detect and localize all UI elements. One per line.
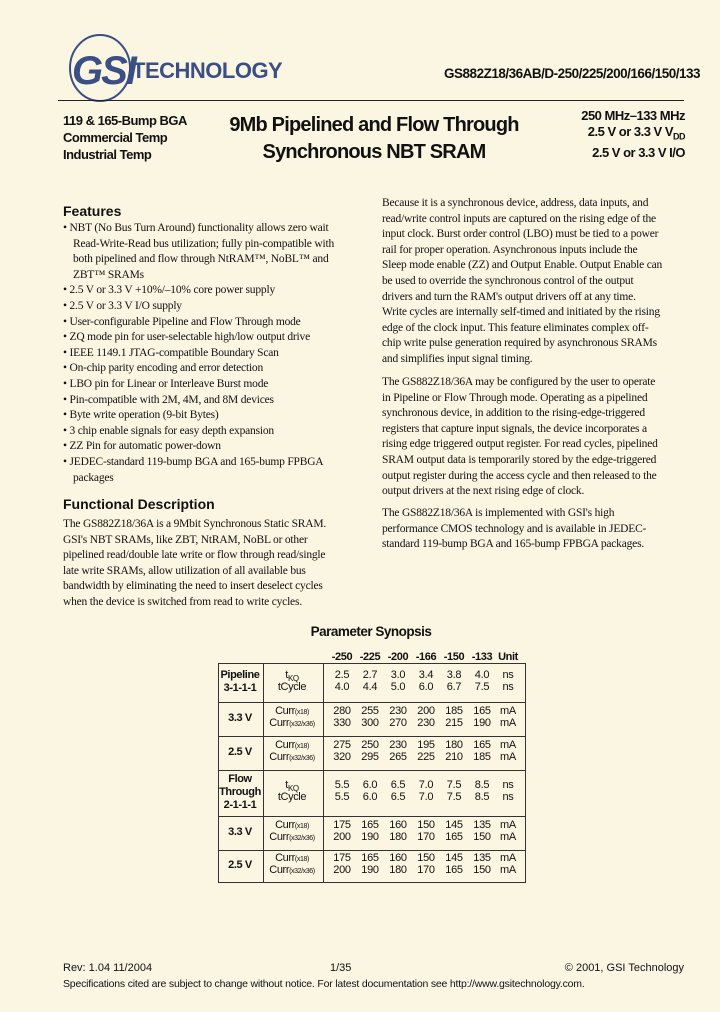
synopsis-value: 6.5 bbox=[390, 778, 406, 791]
param-symbol: Curr bbox=[269, 831, 290, 843]
synopsis-value: 165 bbox=[473, 738, 491, 751]
synopsis-value: 320 bbox=[333, 751, 351, 763]
synopsis-param-name bbox=[262, 739, 322, 751]
description-paragraph-3 bbox=[382, 506, 684, 553]
revision: Rev: 1.04 11/2004 bbox=[63, 962, 153, 974]
header-divider bbox=[58, 100, 684, 101]
synopsis-value: 4.0 bbox=[474, 668, 490, 681]
table-group-divider bbox=[219, 702, 525, 703]
group-label-line: Through bbox=[219, 785, 261, 798]
param-symbol: Curr bbox=[269, 864, 290, 876]
paragraph-line: read/write control inputs are captured on the rising edge of the bbox=[382, 212, 656, 225]
functional-line: when the device is switched from read to write cycles. bbox=[63, 595, 302, 608]
synopsis-value: 7.5 bbox=[446, 778, 462, 791]
functional-line: pipelined read/double late write or flow through read/single bbox=[63, 549, 326, 562]
param-symbol: t bbox=[285, 778, 288, 791]
synopsis-value: 7.0 bbox=[418, 778, 434, 791]
title-line: 9Mb Pipelined and Flow Through bbox=[229, 114, 519, 136]
synopsis-value: 160 bbox=[389, 818, 407, 831]
synopsis-value: 230 bbox=[389, 738, 407, 751]
synopsis-group-label bbox=[210, 773, 270, 812]
synopsis-param-name bbox=[262, 751, 322, 763]
paragraph-line: The GS882Z18/36A may be configured by the user to operate bbox=[382, 376, 656, 388]
feature-item bbox=[63, 393, 363, 409]
feature-line: • IEEE 1149.1 JTAG-compatible Boundary Scan bbox=[63, 346, 279, 359]
synopsis-value: 200 bbox=[333, 864, 351, 876]
synopsis-column-header: -150 bbox=[443, 651, 465, 663]
synopsis-value: 185 bbox=[473, 751, 491, 763]
speed-voltage-info bbox=[540, 108, 685, 161]
param-subscript: (x18) bbox=[294, 708, 309, 716]
synopsis-value: 200 bbox=[417, 704, 435, 717]
paragraph-line: output drivers at the next rising edge of clock. bbox=[382, 485, 585, 498]
synopsis-param-name bbox=[262, 791, 322, 803]
synopsis-unit: mA bbox=[500, 864, 516, 876]
synopsis-value: 150 bbox=[417, 851, 435, 864]
feature-line: packages bbox=[73, 471, 114, 484]
synopsis-value: 165 bbox=[445, 831, 463, 843]
synopsis-value: 170 bbox=[417, 864, 435, 876]
synopsis-value: 215 bbox=[445, 717, 463, 729]
feature-item bbox=[63, 424, 363, 440]
group-label-line: 2.5 V bbox=[228, 745, 252, 758]
paragraph-line: chip write pulse generation required by asynchronous SRAMs bbox=[382, 337, 657, 350]
synopsis-group-label bbox=[210, 669, 270, 695]
feature-item bbox=[63, 299, 363, 315]
synopsis-value: 5.0 bbox=[390, 681, 406, 693]
param-subscript: KQ bbox=[287, 784, 299, 794]
paragraph-line: Because it is a synchronous device, address, data inputs, and bbox=[382, 197, 649, 209]
feature-line: ZBT™ SRAMs bbox=[73, 268, 144, 281]
table-group-divider bbox=[219, 816, 525, 817]
feature-line: • 3 chip enable signals for easy depth expansion bbox=[63, 424, 274, 437]
synopsis-unit: ns bbox=[502, 791, 514, 803]
package-line: Industrial Temp bbox=[63, 147, 152, 162]
synopsis-unit: mA bbox=[500, 738, 516, 751]
functional-line: late write SRAMs, allow utilization of all available bus bbox=[63, 564, 306, 577]
synopsis-value: 170 bbox=[417, 831, 435, 843]
synopsis-value: 180 bbox=[389, 864, 407, 876]
synopsis-column-header: -133 bbox=[471, 651, 493, 663]
feature-item bbox=[63, 439, 363, 455]
synopsis-value: 210 bbox=[445, 751, 463, 763]
table-group-divider bbox=[219, 736, 525, 737]
feature-item bbox=[63, 377, 363, 393]
synopsis-value: 150 bbox=[417, 818, 435, 831]
synopsis-value: 175 bbox=[333, 851, 351, 864]
param-symbol: Curr bbox=[275, 851, 295, 864]
synopsis-value: 6.7 bbox=[446, 681, 462, 693]
synopsis-value: 330 bbox=[333, 717, 351, 729]
table-group-divider bbox=[219, 850, 525, 851]
paragraph-line: The GS882Z18/36A is implemented with GSI's high bbox=[382, 507, 615, 519]
feature-line: • ZZ Pin for automatic power-down bbox=[63, 440, 221, 453]
param-subscript: (x32/x36) bbox=[289, 721, 315, 728]
feature-line: • 2.5 V or 3.3 V +10%/–10% core power supply bbox=[63, 284, 275, 297]
group-label-line: 3.3 V bbox=[228, 825, 252, 838]
synopsis-unit: mA bbox=[500, 851, 516, 864]
paragraph-line: output register during the access cycle and then released to the bbox=[382, 469, 657, 482]
synopsis-unit: ns bbox=[502, 668, 514, 681]
synopsis-value: 295 bbox=[361, 751, 379, 763]
feature-line: • Pin-compatible with 2M, 4M, and 8M devices bbox=[63, 393, 274, 406]
param-symbol: tCycle bbox=[277, 681, 307, 693]
feature-line: • ZQ mode pin for user-selectable high/low output drive bbox=[63, 331, 311, 344]
param-subscript: (x32/x36) bbox=[289, 868, 315, 875]
group-label-line: 3-1-1-1 bbox=[223, 682, 257, 694]
group-label-line: Pipeline bbox=[220, 669, 260, 681]
paragraph-line: standard 119-bump BGA and 165-bump FPBGA packages. bbox=[382, 538, 645, 551]
feature-line: • LBO pin for Linear or Interleave Burst mode bbox=[63, 377, 269, 390]
synopsis-value: 8.5 bbox=[474, 778, 490, 791]
synopsis-param-name bbox=[262, 705, 322, 717]
synopsis-unit: ns bbox=[502, 681, 514, 693]
synopsis-value: 230 bbox=[389, 704, 407, 717]
synopsis-value: 150 bbox=[473, 864, 491, 876]
synopsis-value: 4.0 bbox=[334, 681, 350, 693]
synopsis-value: 250 bbox=[361, 738, 379, 751]
synopsis-value: 190 bbox=[361, 864, 379, 876]
param-subscript: KQ bbox=[287, 674, 299, 684]
paragraph-line: registers that capture input signals, the device incorporates a bbox=[382, 422, 647, 435]
synopsis-value: 165 bbox=[473, 704, 491, 717]
group-label-line: 2.5 V bbox=[228, 858, 252, 871]
group-label-line: Flow bbox=[228, 772, 252, 785]
frequency-range: 250 MHz–133 MHz bbox=[581, 108, 685, 123]
synopsis-value: 270 bbox=[389, 717, 407, 729]
synopsis-value: 6.0 bbox=[362, 791, 378, 803]
features-heading: Features bbox=[63, 203, 122, 219]
features-list bbox=[63, 221, 363, 486]
synopsis-value: 135 bbox=[473, 851, 491, 864]
paragraph-line: Write cycles are internally self-timed and initiated by the rising bbox=[382, 306, 660, 319]
synopsis-value: 4.4 bbox=[362, 681, 378, 693]
param-subscript: (x18) bbox=[294, 855, 309, 863]
feature-item bbox=[63, 361, 363, 377]
synopsis-value: 5.5 bbox=[334, 791, 350, 803]
paragraph-line: rail for proper operation. Asynchronous inputs include the bbox=[382, 243, 638, 256]
synopsis-value: 255 bbox=[361, 704, 379, 717]
synopsis-value: 2.7 bbox=[362, 668, 378, 681]
feature-item bbox=[63, 455, 363, 486]
paragraph-line: Sleep mode enable (ZZ) and Output Enable. Output Enable can bbox=[382, 259, 663, 272]
feature-line: both pipelined and flow through NtRAM™, NoBL™ and bbox=[73, 253, 329, 266]
feature-line: • User-configurable Pipeline and Flow Through mode bbox=[63, 315, 301, 328]
feature-line: • On-chip parity encoding and error detection bbox=[63, 362, 264, 375]
synopsis-value: 175 bbox=[333, 818, 351, 831]
paragraph-line: synchronous device, in addition to the rising-edge-triggered bbox=[382, 407, 645, 420]
synopsis-param-name bbox=[262, 864, 322, 876]
synopsis-param-name bbox=[262, 681, 322, 693]
synopsis-value: 265 bbox=[389, 751, 407, 763]
synopsis-value: 145 bbox=[445, 851, 463, 864]
synopsis-value: 275 bbox=[333, 738, 351, 751]
feature-item bbox=[63, 221, 363, 283]
paragraph-line: input clock. Burst order control (LBO) must be tied to a power bbox=[382, 228, 659, 241]
document-title bbox=[226, 112, 522, 166]
synopsis-column-header: -200 bbox=[387, 651, 409, 663]
feature-line: • 2.5 V or 3.3 V I/O supply bbox=[63, 299, 182, 312]
synopsis-value: 165 bbox=[361, 851, 379, 864]
paragraph-line: rising edge triggered output register. For read cycles, pipelined bbox=[382, 438, 658, 451]
paragraph-line: edge of the clock input. This feature eliminates complex off- bbox=[382, 321, 649, 334]
feature-item bbox=[63, 283, 363, 299]
param-symbol: Curr bbox=[269, 717, 290, 729]
page-number: 1/35 bbox=[330, 962, 352, 974]
paragraph-line: and simplifies input signal timing. bbox=[382, 352, 533, 365]
synopsis-column-header: -166 bbox=[415, 651, 437, 663]
feature-line: Read-Write-Read bus utilization; fully pin-compatible with bbox=[73, 237, 334, 250]
synopsis-value: 190 bbox=[361, 831, 379, 843]
package-line: 119 & 165-Bump BGA bbox=[63, 113, 187, 128]
copyright: © 2001, GSI Technology bbox=[564, 962, 684, 974]
paragraph-line: be used to override the synchronous control of the output bbox=[382, 274, 634, 287]
synopsis-unit: mA bbox=[500, 831, 516, 843]
synopsis-param-name bbox=[262, 819, 322, 831]
synopsis-param-name bbox=[262, 831, 322, 843]
functional-line: bandwidth by eliminating the need to insert deselect cycles bbox=[63, 580, 323, 593]
synopsis-unit: mA bbox=[500, 818, 516, 831]
feature-item bbox=[63, 315, 363, 331]
logo-technology-text: TECHNOLOGY bbox=[132, 58, 283, 83]
feature-line: • NBT (No Bus Turn Around) functionality allows zero wait bbox=[63, 222, 329, 234]
param-symbol: Curr bbox=[275, 818, 295, 831]
synopsis-value: 300 bbox=[361, 717, 379, 729]
group-label-line: 3.3 V bbox=[228, 711, 252, 724]
description-paragraph-1 bbox=[382, 196, 684, 368]
parameter-synopsis-title: Parameter Synopsis bbox=[310, 624, 432, 639]
param-symbol: Curr bbox=[269, 751, 290, 763]
feature-item bbox=[63, 408, 363, 424]
feature-line: • Byte write operation (9-bit Bytes) bbox=[63, 409, 219, 422]
synopsis-value: 2.5 bbox=[334, 668, 350, 681]
paragraph-line: SRAM output data is temporarily stored by the edge-triggered bbox=[382, 453, 657, 466]
param-subscript: (x32/x36) bbox=[289, 755, 315, 762]
paragraph-line: drivers and turn the RAM's output drivers off at any time. bbox=[382, 290, 636, 303]
synopsis-value: 7.0 bbox=[418, 791, 434, 803]
synopsis-value: 135 bbox=[473, 818, 491, 831]
package-line: Commercial Temp bbox=[63, 130, 168, 145]
part-number: GS882Z18/36AB/D-250/225/200/166/150/133 bbox=[444, 66, 700, 81]
vdd-supply bbox=[540, 124, 685, 145]
functional-line: GSI's NBT SRAMs, like ZBT, NtRAM, NoBL or other bbox=[63, 533, 308, 546]
synopsis-value: 8.5 bbox=[474, 791, 490, 803]
synopsis-value: 180 bbox=[389, 831, 407, 843]
param-symbol: t bbox=[285, 668, 288, 681]
synopsis-value: 3.4 bbox=[418, 668, 434, 681]
synopsis-unit: mA bbox=[500, 751, 516, 763]
param-subscript: (x32/x36) bbox=[289, 835, 315, 842]
synopsis-value: 165 bbox=[361, 818, 379, 831]
param-symbol: Curr bbox=[275, 704, 295, 717]
param-subscript: (x18) bbox=[294, 822, 309, 830]
synopsis-value: 280 bbox=[333, 704, 351, 717]
logo-gsi-text: GSI bbox=[72, 49, 135, 93]
package-info bbox=[63, 112, 223, 163]
synopsis-value: 225 bbox=[417, 751, 435, 763]
synopsis-group-label bbox=[210, 859, 270, 872]
synopsis-group-label bbox=[210, 826, 270, 839]
vdd-subscript: DD bbox=[673, 131, 685, 142]
synopsis-column-header: -250 bbox=[331, 651, 353, 663]
synopsis-value: 145 bbox=[445, 818, 463, 831]
synopsis-column-header: -225 bbox=[359, 651, 381, 663]
synopsis-value: 6.0 bbox=[362, 778, 378, 791]
synopsis-unit: mA bbox=[500, 704, 516, 717]
synopsis-param-name bbox=[262, 852, 322, 864]
group-label-line: 2-1-1-1 bbox=[223, 798, 257, 811]
vio-supply: 2.5 V or 3.3 V I/O bbox=[592, 144, 685, 160]
synopsis-value: 150 bbox=[473, 831, 491, 843]
functional-description-heading: Functional Description bbox=[63, 496, 215, 512]
synopsis-value: 165 bbox=[445, 864, 463, 876]
param-subscript: (x18) bbox=[294, 742, 309, 750]
footer-note: Specifications cited are subject to change without notice. For latest documentation see http://www.gsitechnology.com. bbox=[63, 978, 585, 990]
synopsis-value: 190 bbox=[473, 717, 491, 729]
synopsis-value: 5.5 bbox=[334, 778, 350, 791]
feature-line: • JEDEC-standard 119-bump BGA and 165-bump FPBGA bbox=[63, 455, 324, 468]
synopsis-group-label bbox=[210, 712, 270, 725]
synopsis-value: 6.0 bbox=[418, 681, 434, 693]
synopsis-value: 3.8 bbox=[446, 668, 462, 681]
feature-item bbox=[63, 346, 363, 362]
synopsis-value: 160 bbox=[389, 851, 407, 864]
synopsis-param-name bbox=[262, 717, 322, 729]
synopsis-unit: ns bbox=[502, 778, 514, 791]
title-line: Synchronous NBT SRAM bbox=[262, 141, 486, 163]
synopsis-value: 7.5 bbox=[474, 681, 490, 693]
synopsis-value: 185 bbox=[445, 704, 463, 717]
synopsis-value: 180 bbox=[445, 738, 463, 751]
param-symbol: Curr bbox=[275, 738, 295, 751]
synopsis-value: 230 bbox=[417, 717, 435, 729]
param-symbol: tCycle bbox=[277, 791, 307, 803]
synopsis-value: 195 bbox=[417, 738, 435, 751]
synopsis-group-label bbox=[210, 746, 270, 759]
functional-line: The GS882Z18/36A is a 9Mbit Synchronous Static SRAM. bbox=[63, 518, 327, 530]
gsi-technology-logo bbox=[66, 32, 283, 104]
paragraph-line: in Pipeline or Flow Through mode. Operating as a pipelined bbox=[382, 391, 648, 404]
synopsis-column-header: Unit bbox=[498, 651, 518, 663]
feature-item bbox=[63, 330, 363, 346]
synopsis-value: 6.5 bbox=[390, 791, 406, 803]
vdd-prefix: 2.5 V or 3.3 V V bbox=[587, 124, 673, 139]
synopsis-unit: mA bbox=[500, 717, 516, 729]
paragraph-line: performance CMOS technology and is available in JEDEC- bbox=[382, 522, 647, 535]
description-paragraph-2 bbox=[382, 375, 684, 500]
table-group-divider bbox=[219, 770, 525, 771]
functional-description-text bbox=[63, 517, 363, 611]
synopsis-value: 200 bbox=[333, 831, 351, 843]
synopsis-value: 3.0 bbox=[390, 668, 406, 681]
synopsis-value: 7.5 bbox=[446, 791, 462, 803]
